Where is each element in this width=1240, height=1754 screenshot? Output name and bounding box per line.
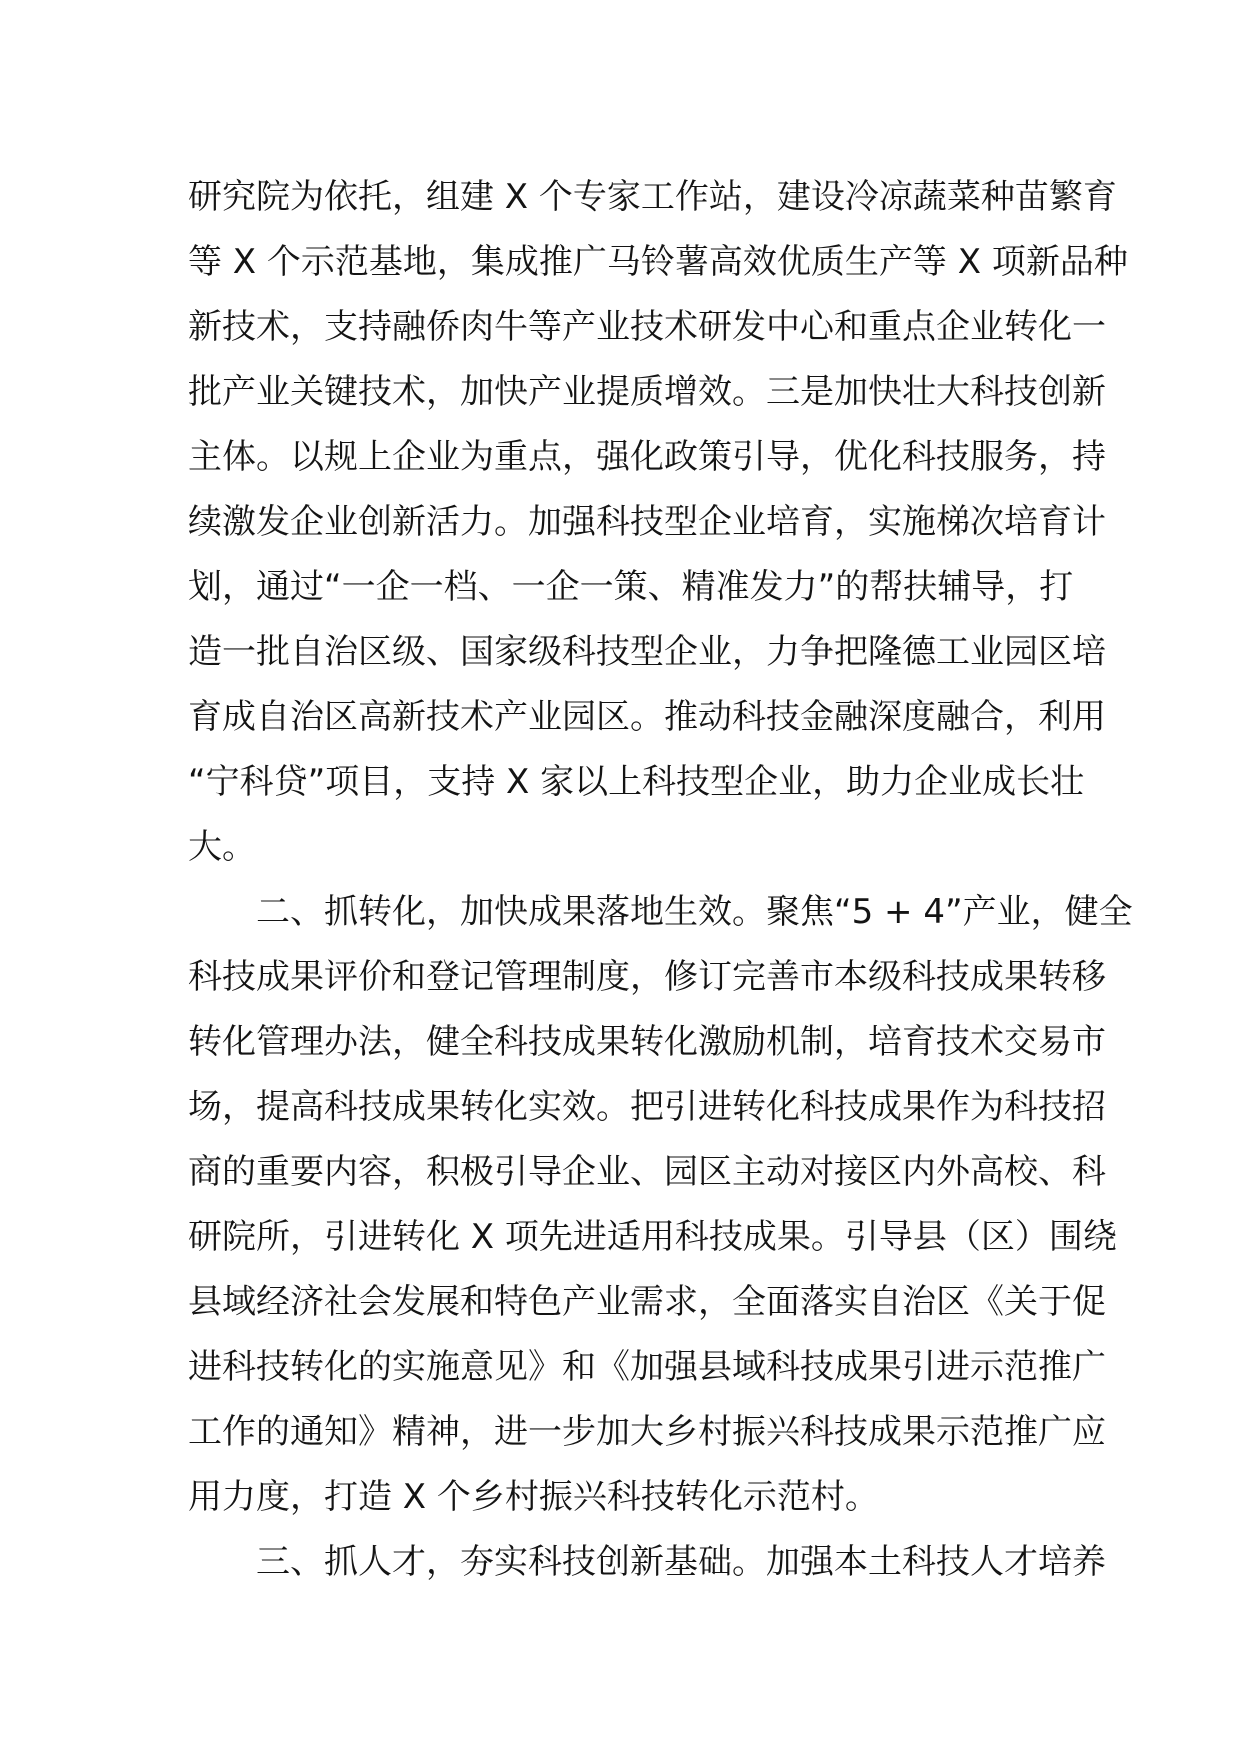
text-line: 县域经济社会发展和特色产业需求，全面落实自治区《关于促 (188, 1282, 1106, 1322)
text-line: 等 X 个示范基地，集成推广马铃薯高效优质生产等 X 项新品种 (188, 242, 1128, 282)
text-line: 场，提高科技成果转化实效。把引进转化科技成果作为科技招 (188, 1087, 1106, 1127)
text-line: 划，通过“一企一档、一企一策、精准发力”的帮扶辅导，打 (188, 567, 1074, 607)
text-line: 育成自治区高新技术产业园区。推动科技金融深度融合，利用 (188, 697, 1106, 737)
text-line: 用力度，打造 X 个乡村振兴科技转化示范村。 (188, 1477, 879, 1517)
text-line: 商的重要内容，积极引导企业、园区主动对接区内外高校、科 (188, 1152, 1106, 1192)
text-line: 三、抓人才，夯实科技创新基础。加强本土科技人才培养 (256, 1542, 1106, 1582)
text-line: 进科技转化的实施意见》和《加强县域科技成果引进示范推广 (188, 1347, 1106, 1387)
text-line: 大。 (188, 827, 256, 867)
text-line: 造一批自治区级、国家级科技型企业，力争把隆德工业园区培 (188, 632, 1106, 672)
text-line: “宁科贷”项目，支持 X 家以上科技型企业，助力企业成长壮 (188, 762, 1085, 802)
text-line: 科技成果评价和登记管理制度，修订完善市本级科技成果转移 (188, 957, 1106, 997)
text-line: 二、抓转化，加快成果落地生效。聚焦“5 + 4”产业，健全 (256, 892, 1133, 932)
text-line: 转化管理办法，健全科技成果转化激励机制，培育技术交易市 (188, 1022, 1106, 1062)
paragraph-2 (188, 880, 1133, 1530)
text-line: 主体。以规上企业为重点，强化政策引导，优化科技服务，持 (188, 437, 1106, 477)
text-line: 批产业关键技术，加快产业提质增效。三是加快壮大科技创新 (188, 372, 1106, 412)
text-line: 工作的通知》精神，进一步加大乡村振兴科技成果示范推广应 (188, 1412, 1106, 1452)
text-line: 新技术，支持融侨肉牛等产业技术研发中心和重点企业转化一 (188, 307, 1106, 347)
paragraph-1 (188, 165, 1128, 880)
text-line: 研院所，引进转化 X 项先进适用科技成果。引导县（区）围绕 (188, 1217, 1117, 1257)
text-line: 研究院为依托，组建 X 个专家工作站，建设冷凉蔬菜种苗繁育 (188, 177, 1117, 217)
document-body (188, 165, 1133, 1595)
paragraph-3 (188, 1530, 1106, 1595)
text-line: 续激发企业创新活力。加强科技型企业培育，实施梯次培育计 (188, 502, 1106, 542)
